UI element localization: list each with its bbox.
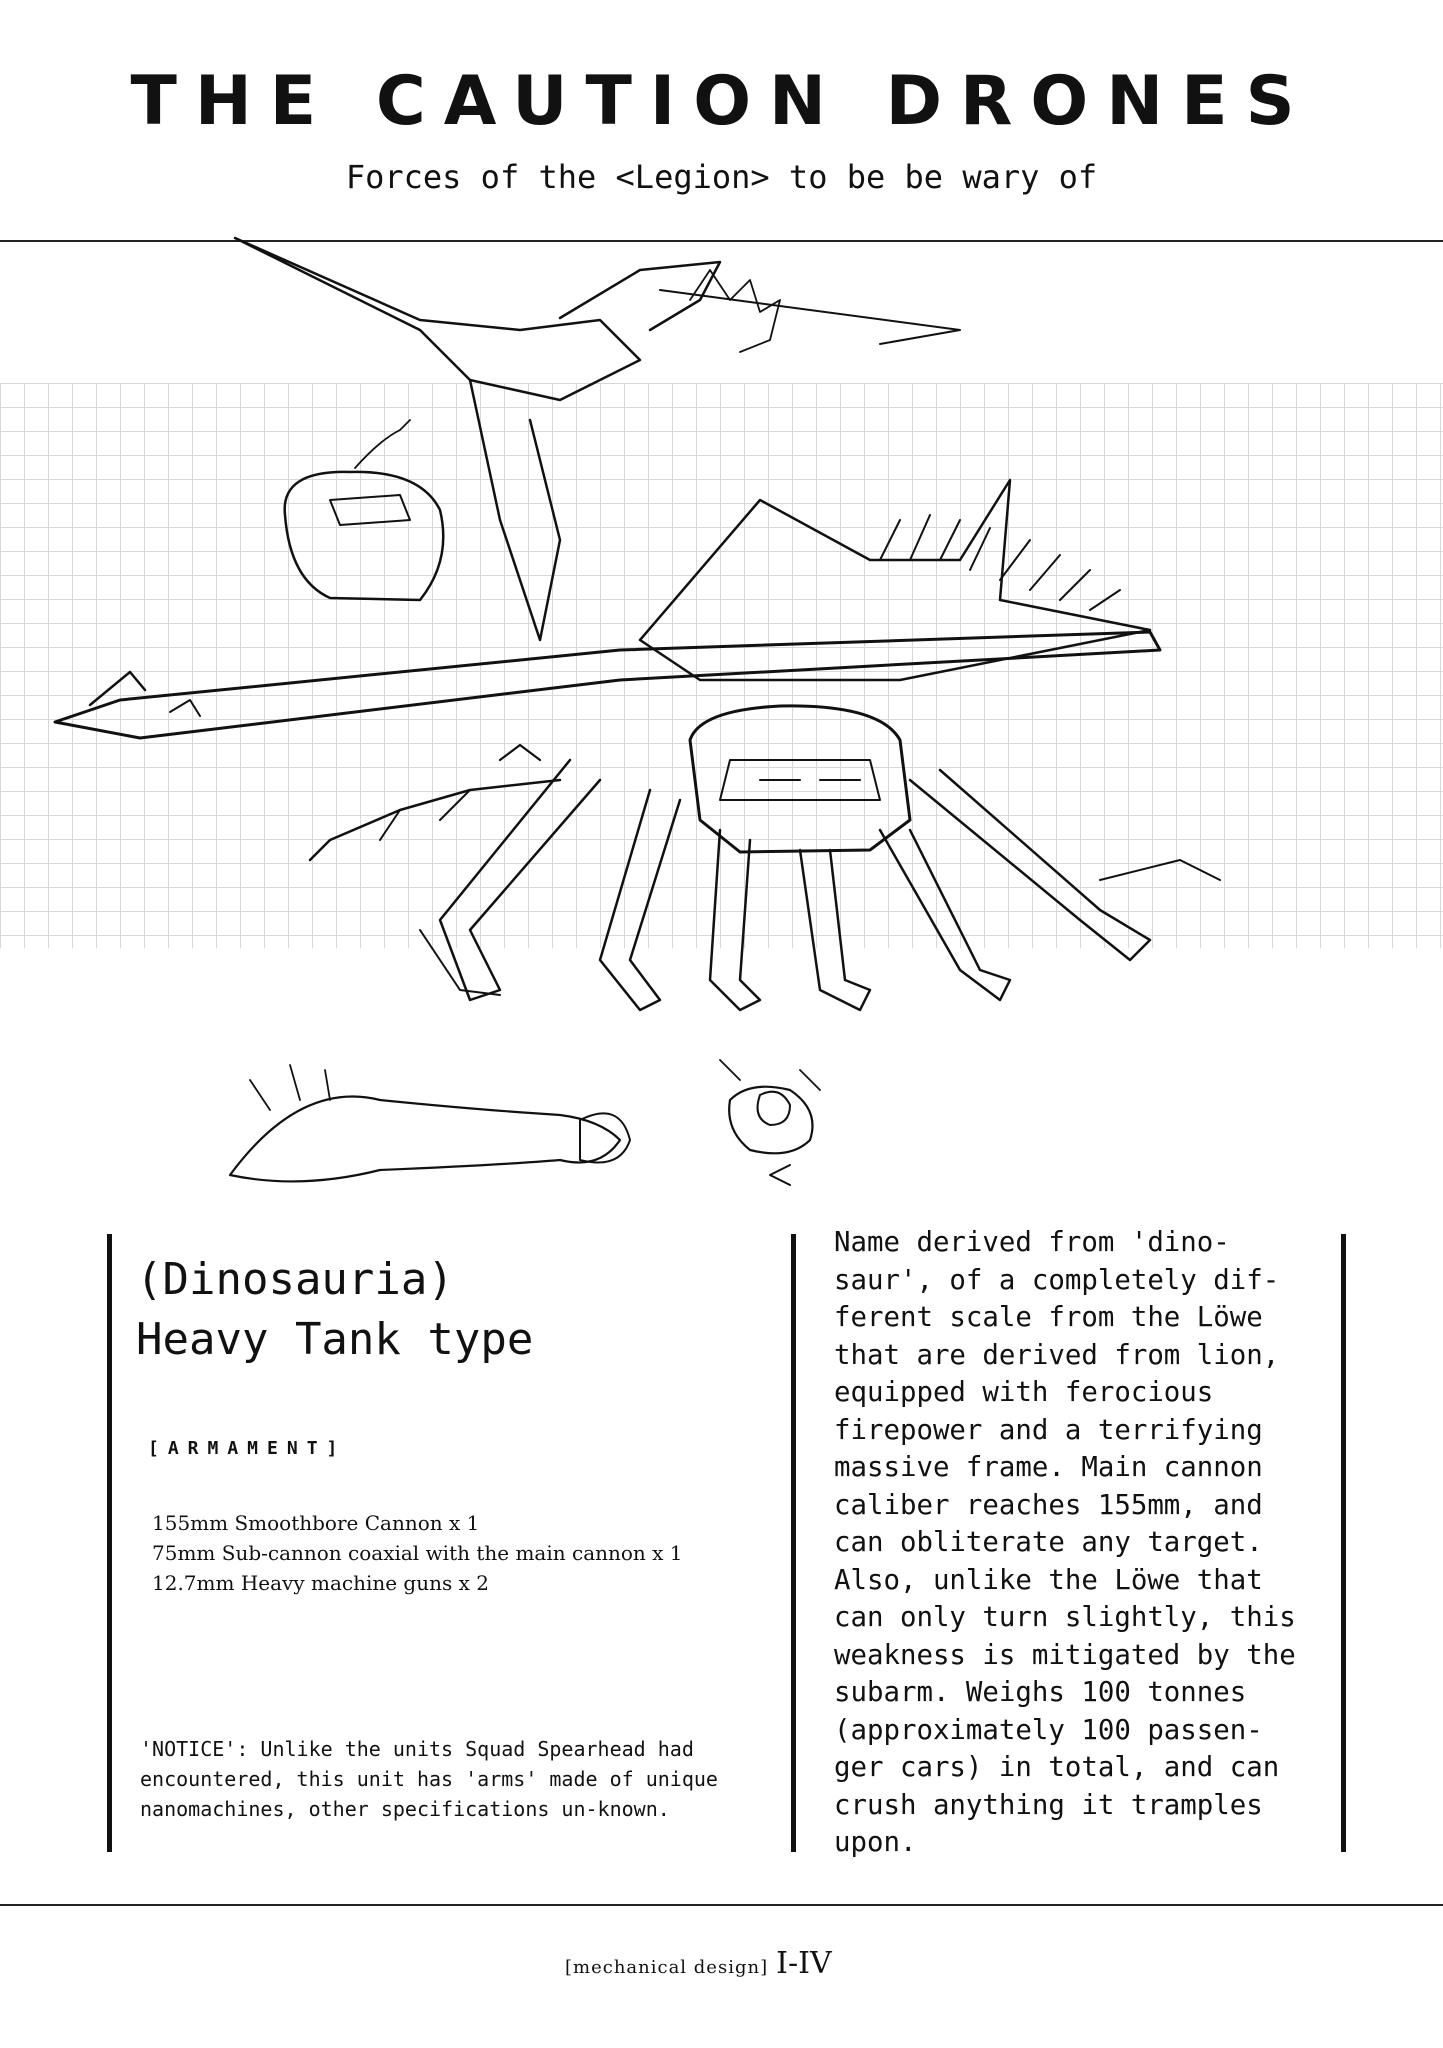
unit-name-line2: Heavy Tank type — [136, 1314, 534, 1365]
description-line: Name derived from 'dino- — [834, 1227, 1230, 1258]
armament-item: 155mm Smoothbore Cannon x 1 — [152, 1511, 480, 1535]
description-line: subarm. Weighs 100 tonnes — [834, 1677, 1247, 1708]
armament-header: [ARMAMENT] — [148, 1438, 347, 1459]
description-line: that are derived from lion, — [834, 1339, 1280, 1371]
description-line: (approximately 100 passen- — [834, 1714, 1263, 1746]
description-line: caliber reaches 155mm, and — [834, 1489, 1263, 1521]
description-line: massive frame. Main cannon — [834, 1452, 1263, 1483]
description-line: firepower and a terrifying — [834, 1414, 1263, 1446]
page-title: THE CAUTION DRONES — [130, 62, 1313, 141]
footer-label: [mechanical design] — [565, 1957, 769, 1978]
page-footer — [565, 1946, 832, 1981]
description-line: upon. — [834, 1827, 917, 1858]
middle-column-bar — [791, 1234, 796, 1852]
page-subtitle: Forces of the <Legion> to be be wary of — [345, 158, 1098, 196]
page-number: I-IV — [776, 1946, 832, 1981]
armament-list — [152, 1508, 683, 1598]
armament-item: 75mm Sub-cannon coaxial with the main cannon x 1 — [152, 1541, 683, 1565]
unit-description — [834, 1224, 1354, 1862]
description-line: crush anything it tramples — [834, 1789, 1263, 1821]
description-line: Also, unlike the Löwe that — [834, 1564, 1263, 1596]
left-column-bar — [107, 1234, 112, 1852]
armament-item: 12.7mm Heavy machine guns x 2 — [152, 1571, 489, 1595]
description-line: weakness is mitigated by the — [834, 1639, 1296, 1671]
unit-name — [136, 1250, 533, 1370]
description-line: saur', of a completely dif- — [834, 1264, 1280, 1296]
description-line: equipped with ferocious — [834, 1377, 1214, 1408]
description-line: ferent scale from the Löwe — [834, 1302, 1263, 1333]
description-line: ger cars) in total, and can — [834, 1752, 1280, 1783]
notice-text: 'NOTICE': Unlike the units Squad Spearhead had encountered, this unit has 'arms' made of unique nanomachines, other specifications un-known. — [140, 1737, 718, 1821]
unit-name-line1: (Dinosauria) — [136, 1254, 454, 1305]
description-line: can obliterate any target. — [834, 1527, 1263, 1558]
description-line: can only turn slightly, this — [834, 1602, 1296, 1633]
mech-drawing-icon — [0, 200, 1443, 1200]
footer-divider — [0, 1904, 1443, 1906]
